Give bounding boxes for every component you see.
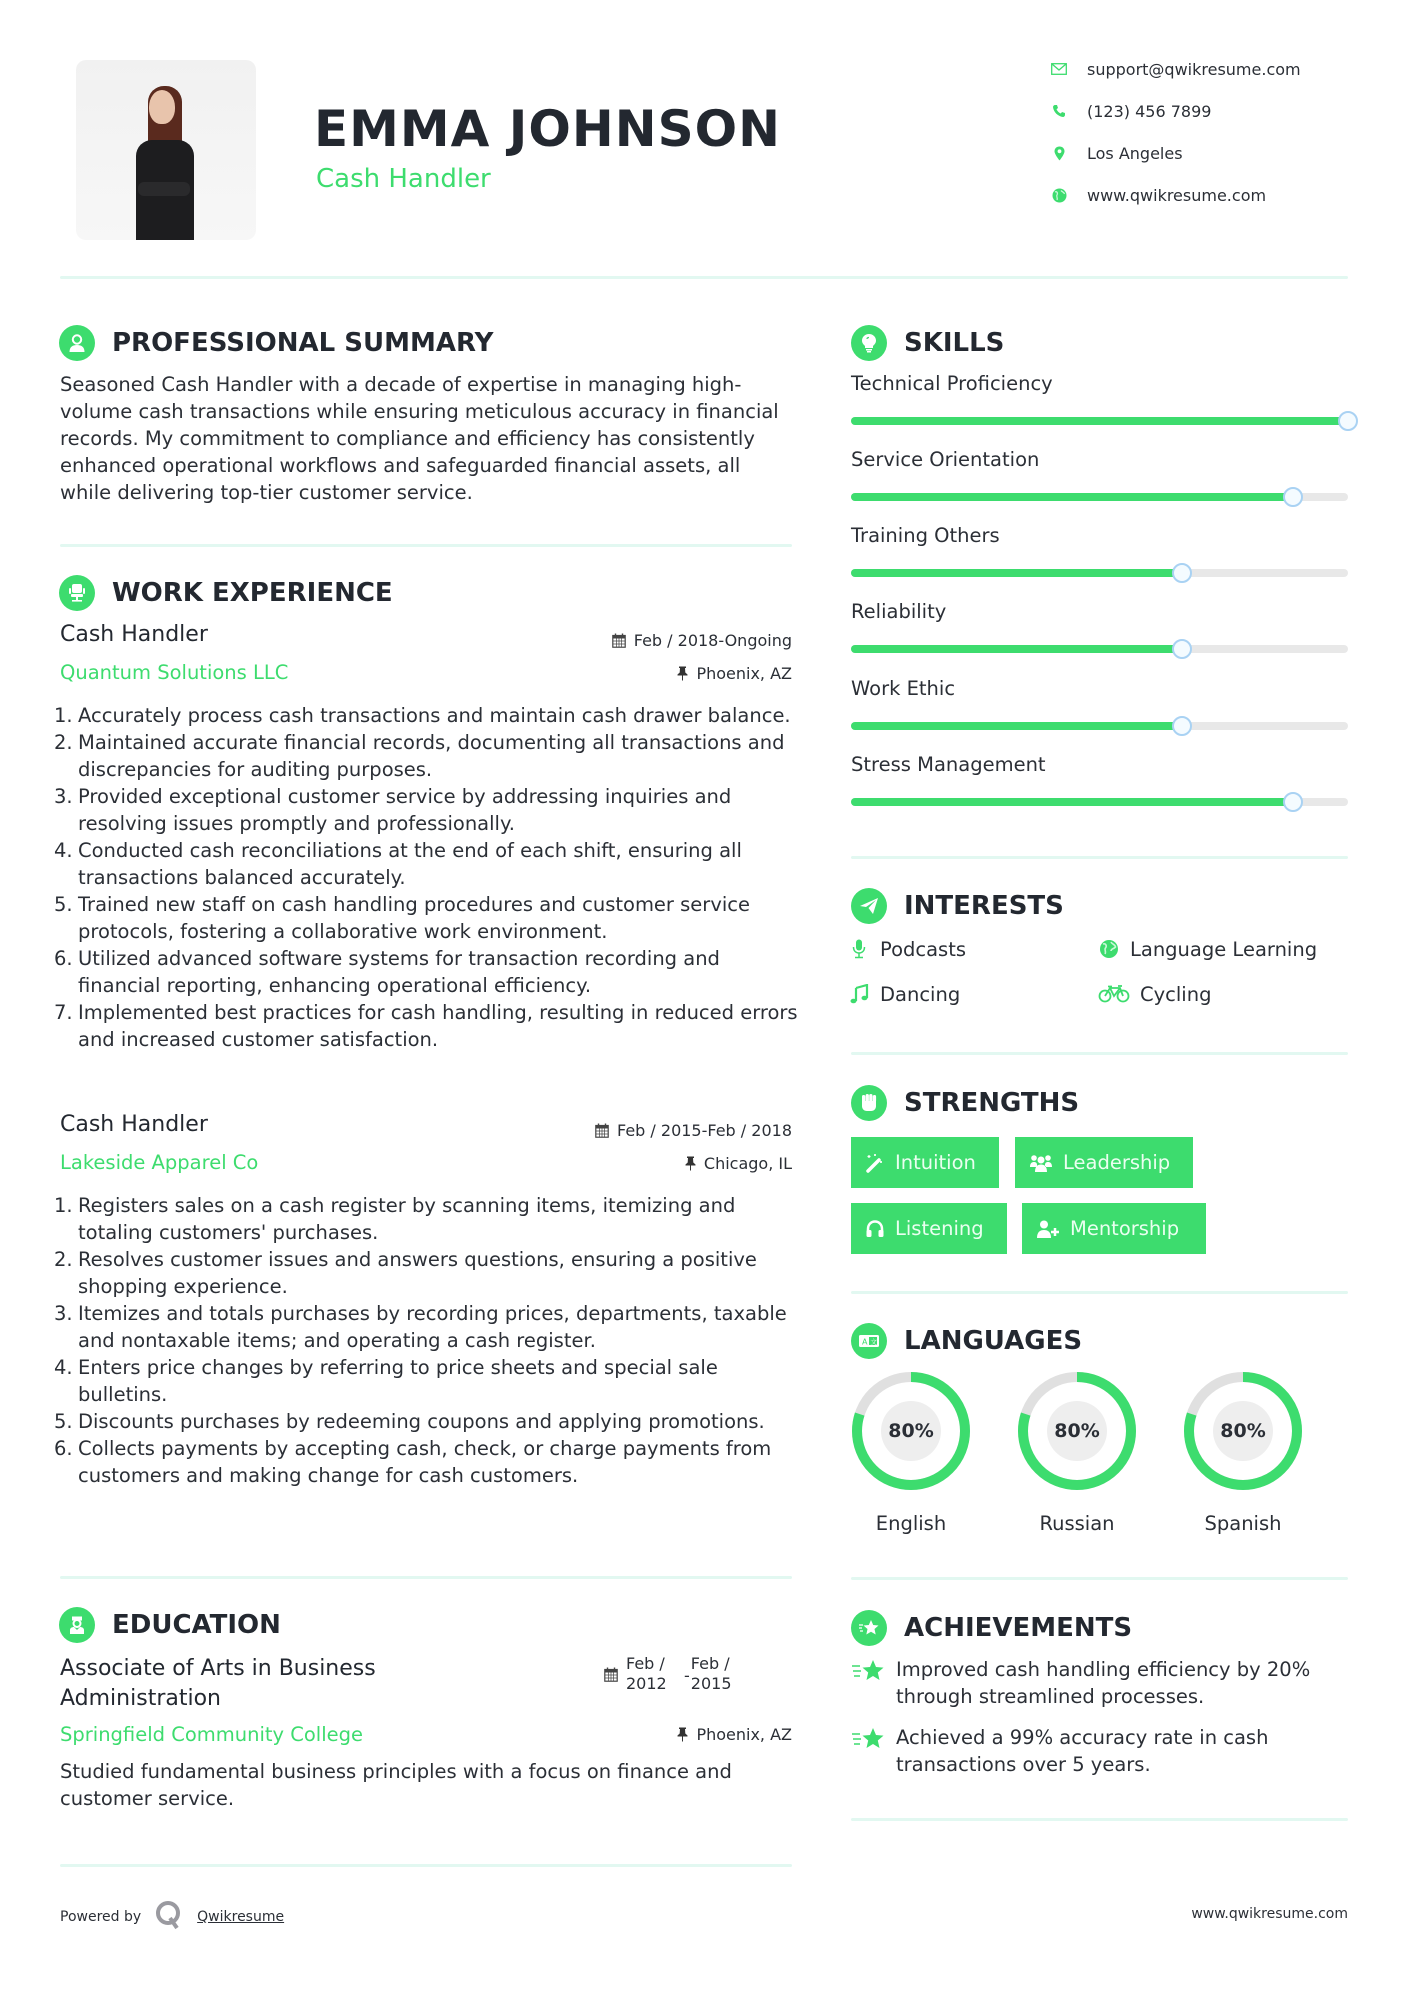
skill-fill xyxy=(851,645,1182,653)
education-description: Studied fundamental business principles with a focus on finance and customer service. xyxy=(60,1760,732,1810)
footer-website[interactable]: www.qwikresume.com xyxy=(1191,1906,1348,1922)
list-item: 7. Implemented best practices for cash handling, resulting in reduced errors and increased customer satisfaction. xyxy=(54,1001,798,1051)
list-item: 5. Trained new staff on cash handling procedures and customer service protocols, fostering a collaborative work environment. xyxy=(54,893,750,943)
strength-label: Leadership xyxy=(1063,1151,1171,1174)
strengths-heading xyxy=(851,1084,1079,1122)
list-item: 4. Enters price changes by referring to price sheets and special sale bulletins. xyxy=(54,1356,718,1406)
list-item: 2. Resolves customer issues and answers questions, ensuring a positive shopping experience. xyxy=(54,1248,757,1298)
headphones-icon xyxy=(865,1219,885,1239)
interests-title: INTERESTS xyxy=(904,891,1064,921)
company-name: Quantum Solutions LLC xyxy=(60,661,289,684)
fist-icon xyxy=(851,1085,887,1121)
envelope-icon xyxy=(1050,60,1068,78)
skill-knob[interactable] xyxy=(1283,792,1303,812)
list-item: 5. Discounts purchases by redeeming coupons and applying promotions. xyxy=(54,1410,765,1433)
list-item: 4. Conducted cash reconciliations at the end of each shift, ensuring all transactions balanced accurately. xyxy=(54,839,742,889)
users-icon xyxy=(1029,1153,1053,1173)
summary-heading xyxy=(59,324,493,362)
education-location xyxy=(677,1725,792,1744)
skill-knob[interactable] xyxy=(1172,716,1192,736)
summary-text: Seasoned Cash Handler with a decade of expertise in managing high-volume cash transactions while ensuring meticulous accuracy in financial records. My commitment to compliance and efficiency has consistently enhanced operational workflows and safeguarded financial assets, all while delivering top-tier customer service. xyxy=(60,373,779,504)
skill-fill xyxy=(851,417,1348,425)
strength-label: Mentorship xyxy=(1070,1217,1180,1240)
photo-head xyxy=(149,90,175,124)
experience-title: WORK EXPERIENCE xyxy=(112,578,393,608)
globe-icon xyxy=(1050,186,1068,204)
svg-text:A: A xyxy=(862,1337,868,1347)
skill-fill xyxy=(851,798,1293,806)
list-item: 1. Registers sales on a cash register by scanning items, itemizing and totaling customers' purchases. xyxy=(54,1194,736,1244)
summary-title: PROFESSIONAL SUMMARY xyxy=(112,328,494,358)
job-dates xyxy=(595,1121,792,1140)
education-divider xyxy=(60,1864,792,1867)
interest-item xyxy=(848,980,960,1008)
skill-label: Reliability xyxy=(851,600,947,623)
magic-wand-icon xyxy=(865,1153,885,1173)
candidate-name: EMMA JOHNSON xyxy=(314,100,781,158)
job-title: Cash Handler xyxy=(60,1112,208,1137)
list-item: 1. Accurately process cash transactions and maintain cash drawer balance. xyxy=(54,704,791,727)
user-icon xyxy=(59,325,95,361)
skill-bar[interactable] xyxy=(851,569,1348,577)
strength-chip xyxy=(1015,1137,1193,1188)
job-location xyxy=(685,1154,792,1173)
skills-title: SKILLS xyxy=(904,328,1005,358)
graduate-icon xyxy=(59,1607,95,1643)
education-location-text: Phoenix, AZ xyxy=(696,1725,792,1744)
calendar-icon xyxy=(612,633,626,648)
pushpin-icon xyxy=(677,1727,688,1742)
skill-label: Work Ethic xyxy=(851,677,956,700)
music-note-icon xyxy=(848,984,870,1004)
contact-location xyxy=(1050,141,1183,165)
skill-fill xyxy=(851,722,1182,730)
achievement-item xyxy=(851,1656,1351,1710)
language-name: Spanish xyxy=(1204,1512,1282,1535)
job-bullets xyxy=(54,1192,800,1489)
skill-bar[interactable] xyxy=(851,798,1348,806)
strength-chip xyxy=(851,1137,999,1188)
strength-chip xyxy=(851,1203,1007,1254)
achievement-text: Improved cash handling efficiency by 20% through streamlined processes. xyxy=(896,1658,1311,1708)
profile-photo xyxy=(76,60,256,240)
job-location xyxy=(677,664,792,683)
language-percent: 80% xyxy=(1213,1401,1273,1461)
job-title: Cash Handler xyxy=(60,622,208,647)
header-divider xyxy=(60,276,1348,279)
microphone-icon xyxy=(848,939,870,959)
skill-label: Service Orientation xyxy=(851,448,1040,471)
qwikresume-logo-icon xyxy=(155,1900,183,1934)
skills-heading xyxy=(851,324,1004,362)
achievements-title: ACHIEVEMENTS xyxy=(904,1613,1133,1643)
language-ring xyxy=(1016,1370,1138,1492)
skills-divider xyxy=(851,856,1348,859)
interests-divider xyxy=(851,1052,1348,1055)
education-title: EDUCATION xyxy=(112,1610,281,1640)
skill-knob[interactable] xyxy=(1283,487,1303,507)
list-item: 6. Collects payments by accepting cash, check, or charge payments from customers and making change for cash customers. xyxy=(54,1437,772,1487)
job-dates-text: Feb / 2018-Ongoing xyxy=(633,631,792,650)
strength-chip xyxy=(1022,1203,1206,1254)
phone-text: (123) 456 7899 xyxy=(1087,101,1212,121)
office-chair-icon xyxy=(59,575,95,611)
language-item xyxy=(850,1370,972,1535)
summary-divider xyxy=(60,544,792,547)
job-dates-text: Feb / 2015-Feb / 2018 xyxy=(617,1121,792,1140)
powered-by-label: Powered by xyxy=(60,1909,142,1925)
language-item xyxy=(1182,1370,1304,1535)
calendar-icon xyxy=(604,1667,618,1682)
education-start: Feb / 2012 xyxy=(626,1654,667,1693)
translate-icon xyxy=(851,1323,887,1359)
achievements-divider xyxy=(851,1818,1348,1821)
achievements-heading xyxy=(851,1609,1132,1647)
skill-fill xyxy=(851,493,1293,501)
email-text: support@qwikresume.com xyxy=(1087,59,1301,79)
languages-title: LANGUAGES xyxy=(904,1326,1083,1356)
language-percent: 80% xyxy=(881,1401,941,1461)
lightbulb-icon xyxy=(851,325,887,361)
experience-heading xyxy=(59,574,393,612)
svg-text:文: 文 xyxy=(870,1338,877,1346)
list-item: 2. Maintained accurate financial records, documenting all transactions and discrepancies for auditing purposes. xyxy=(54,731,785,781)
list-item: 3. Itemizes and totals purchases by recording prices, departments, taxable and nontaxable items; and operating a cash register. xyxy=(54,1302,787,1352)
contact-email[interactable] xyxy=(1050,57,1301,81)
job-dates xyxy=(612,631,792,650)
contact-phone[interactable] xyxy=(1050,99,1211,123)
contact-website[interactable] xyxy=(1050,183,1266,207)
strengths-title: STRENGTHS xyxy=(904,1088,1080,1118)
star-icon xyxy=(851,1656,887,1710)
star-badge-icon xyxy=(851,1610,887,1646)
skill-label: Technical Proficiency xyxy=(851,372,1053,395)
languages-divider xyxy=(851,1577,1348,1580)
skill-knob[interactable] xyxy=(1172,563,1192,583)
qwikresume-link[interactable]: Qwikresume xyxy=(197,1909,285,1925)
strengths-divider xyxy=(851,1291,1348,1294)
star-icon xyxy=(851,1724,887,1778)
language-name: English xyxy=(875,1512,947,1535)
school-name: Springfield Community College xyxy=(60,1723,364,1746)
user-plus-icon xyxy=(1036,1219,1060,1239)
skill-knob[interactable] xyxy=(1338,411,1358,431)
date-separator: - xyxy=(684,1666,690,1685)
candidate-title: Cash Handler xyxy=(316,164,491,194)
degree-name: Associate of Arts in Business Administration xyxy=(60,1656,376,1711)
bicycle-icon xyxy=(1098,985,1130,1003)
list-item: 3. Provided exceptional customer service by addressing inquiries and resolving issues promptly and professionally. xyxy=(54,785,732,835)
interest-label: Cycling xyxy=(1140,982,1212,1006)
skill-label: Stress Management xyxy=(851,753,1046,776)
phone-icon xyxy=(1050,102,1068,120)
education-end: Feb / 2015 xyxy=(690,1654,732,1693)
location-text: Los Angeles xyxy=(1087,143,1183,163)
languages-heading xyxy=(851,1322,1082,1360)
language-item xyxy=(1016,1370,1138,1535)
skill-bar[interactable] xyxy=(851,722,1348,730)
skill-bar[interactable] xyxy=(851,645,1348,653)
education-heading xyxy=(59,1606,281,1644)
job-location-text: Chicago, IL xyxy=(703,1154,792,1173)
skill-bar[interactable] xyxy=(851,417,1348,425)
company-name: Lakeside Apparel Co xyxy=(60,1151,259,1174)
skill-label: Training Others xyxy=(851,524,1000,547)
interests-heading xyxy=(851,887,1064,925)
language-name: Russian xyxy=(1039,1512,1115,1535)
language-ring xyxy=(850,1370,972,1492)
job-location-text: Phoenix, AZ xyxy=(696,664,792,683)
list-item: 6. Utilized advanced software systems for transaction recording and financial reporting, enhancing operational efficiency. xyxy=(54,947,720,997)
experience-divider xyxy=(60,1576,792,1579)
interest-label: Podcasts xyxy=(880,937,967,961)
achievement-item xyxy=(851,1724,1351,1778)
interest-item xyxy=(1098,980,1211,1008)
footer-powered-by xyxy=(60,1900,284,1934)
interest-label: Language Learning xyxy=(1130,937,1318,961)
language-percent: 80% xyxy=(1047,1401,1107,1461)
interest-item xyxy=(1098,935,1317,963)
education-dates xyxy=(604,1654,732,1694)
skill-knob[interactable] xyxy=(1172,639,1192,659)
language-ring xyxy=(1182,1370,1304,1492)
calendar-icon xyxy=(595,1123,609,1138)
interest-label: Dancing xyxy=(880,982,961,1006)
strength-label: Listening xyxy=(895,1217,984,1240)
job-bullets xyxy=(54,702,800,1053)
achievement-text: Achieved a 99% accuracy rate in cash transactions over 5 years. xyxy=(896,1726,1269,1776)
skill-fill xyxy=(851,569,1182,577)
map-pin-icon xyxy=(1050,144,1068,162)
website-text: www.qwikresume.com xyxy=(1087,185,1267,205)
pushpin-icon xyxy=(685,1156,696,1171)
strength-label: Intuition xyxy=(895,1151,976,1174)
pushpin-icon xyxy=(677,666,688,681)
globe-icon xyxy=(1098,939,1120,959)
paper-plane-icon xyxy=(851,888,887,924)
interest-item xyxy=(848,935,966,963)
skill-bar[interactable] xyxy=(851,493,1348,501)
photo-arms xyxy=(138,182,190,196)
